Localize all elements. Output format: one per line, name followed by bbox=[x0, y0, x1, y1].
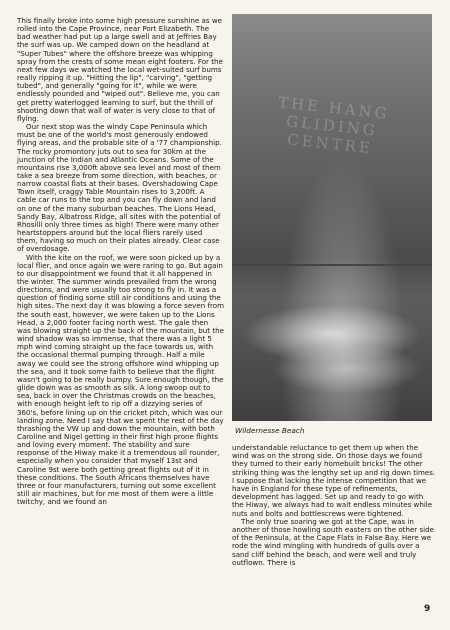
paragraph: Our next stop was the windy Cape Peninsula which must be one of the world's most generously endowed flying areas, and the probable site of a '77 championship. The rocky promontory juts out to sea for 30km at the junction of the Indian and Atlantic Oceans. Some of the mountains rise 3,000ft above sea level and most of them take a sea breeze from some direction, with beaches, or narrow coastal flats at their bases. Overshadowing Cape Town itself, craggy Table Mountain rises to 3,200ft. A cable car runs to the top and you can fly down and land on one of the many suburban beaches. The Lions Head, Sandy Bay, Albatross Ridge, all sites with the potential of Rhosilli only three times as high! There were many other heartstoppers around but the local fliers rarely used them, having so much on their plates already. Clear case of overdosage. bbox=[17, 122, 222, 254]
right-text-column bbox=[232, 444, 437, 567]
photo-surf bbox=[272, 344, 422, 394]
paragraph: understandable reluctance to get them up when the wind was on the strong side. On those days we found they turned to their early homebuilt bricks! The other striking thing was the lengthy set up and rig down times. I suppose that lacking the intense competition that we have in England for these type of refinements, development has lagged. Set up and ready to go with the Hiway, we always had to wait endless minutes while nuts and bolts and bottlescrews were tightened. bbox=[232, 443, 436, 518]
left-text-column bbox=[17, 17, 224, 506]
beach-photo bbox=[232, 14, 432, 421]
page-number: 9 bbox=[424, 604, 431, 614]
photo-caption: Wildernesse Beach bbox=[235, 426, 305, 435]
paragraph: This finally broke into some high pressure sunshine as we rolled into the Cape Province, near Port Elizabeth. The bad weather had put up a large swell and at Jeffries Bay the surf was up. We camped down on the headland at "Super Tubes" where the offshore breeze was whipping spray from the crests of some mean eight footers. For the next few days we watched the local wet-suited surf bums really ripping it up. "Hitting the lip", "carving", "getting tubed", and generally "going for it", while we were endlessly pounded and "wiped out". Believe me, you can get pretty waterlogged learning to surf, but the thrill of shooting down that wall of water is very close to that of flying. bbox=[17, 16, 223, 123]
photo-logo-watermark: THE HANG GLIDING CENTRE bbox=[277, 93, 391, 158]
photo-horizon bbox=[232, 264, 432, 266]
paragraph: With the kite on the roof, we were soon picked up by a local flier, and once again we were raring to go. But again to our disappointment we found that it all happened in the winter. The summer winds prevailed from the wrong directions, and were usually too strong to fly in. It was a question of finding some still air conditions and using the high sites. The next day it was blowing a force seven from the south east, however, we were taken up to the Lions Head, a 2,000 footer facing north west. The gale then was blowing straight up the back of the mountain, but the wind shadow was so immense, that there was a light 5 mph wind coming straight up the face towards us, with the occasional thermal pumping through. Half a mile away we could see the strong offshore wind whipping up the sea, and it took some faith to believe that the flight wasn't going to be really bumpy. Sure enough though, the glide down was as smooth as silk. A long swoop out to sea, back in over the Christmas crowds on the beaches, with enough height left to rip off a dizzying series of 360's, before lining up on the cricket pitch, which was our landing zone. Need I say that we spent the rest of the day thrashing the VW up and down the mountain, with both Caroline and Nigel getting in their first high prone flights and loving every moment. The stability and sure response of the Hiway make it a tremendous all rounder, especially when you consider that myself 13st and Caroline 9st were both getting great flights out of it in these conditions. The South Africans themselves have three or four manufacturers, turning out some excellent still air machines, but for me most of them were a little twitchy, and we found an bbox=[17, 252, 225, 507]
paragraph: The only true soaring we got at the Cape, was in another of those howling south easters on the other side of the Peninsula, at the Cape Flats in False Bay. Here we rode the wind mingling with hundreds of gulls over a sand cliff behind the beach, and were well and truly outflown. There is bbox=[232, 516, 435, 567]
